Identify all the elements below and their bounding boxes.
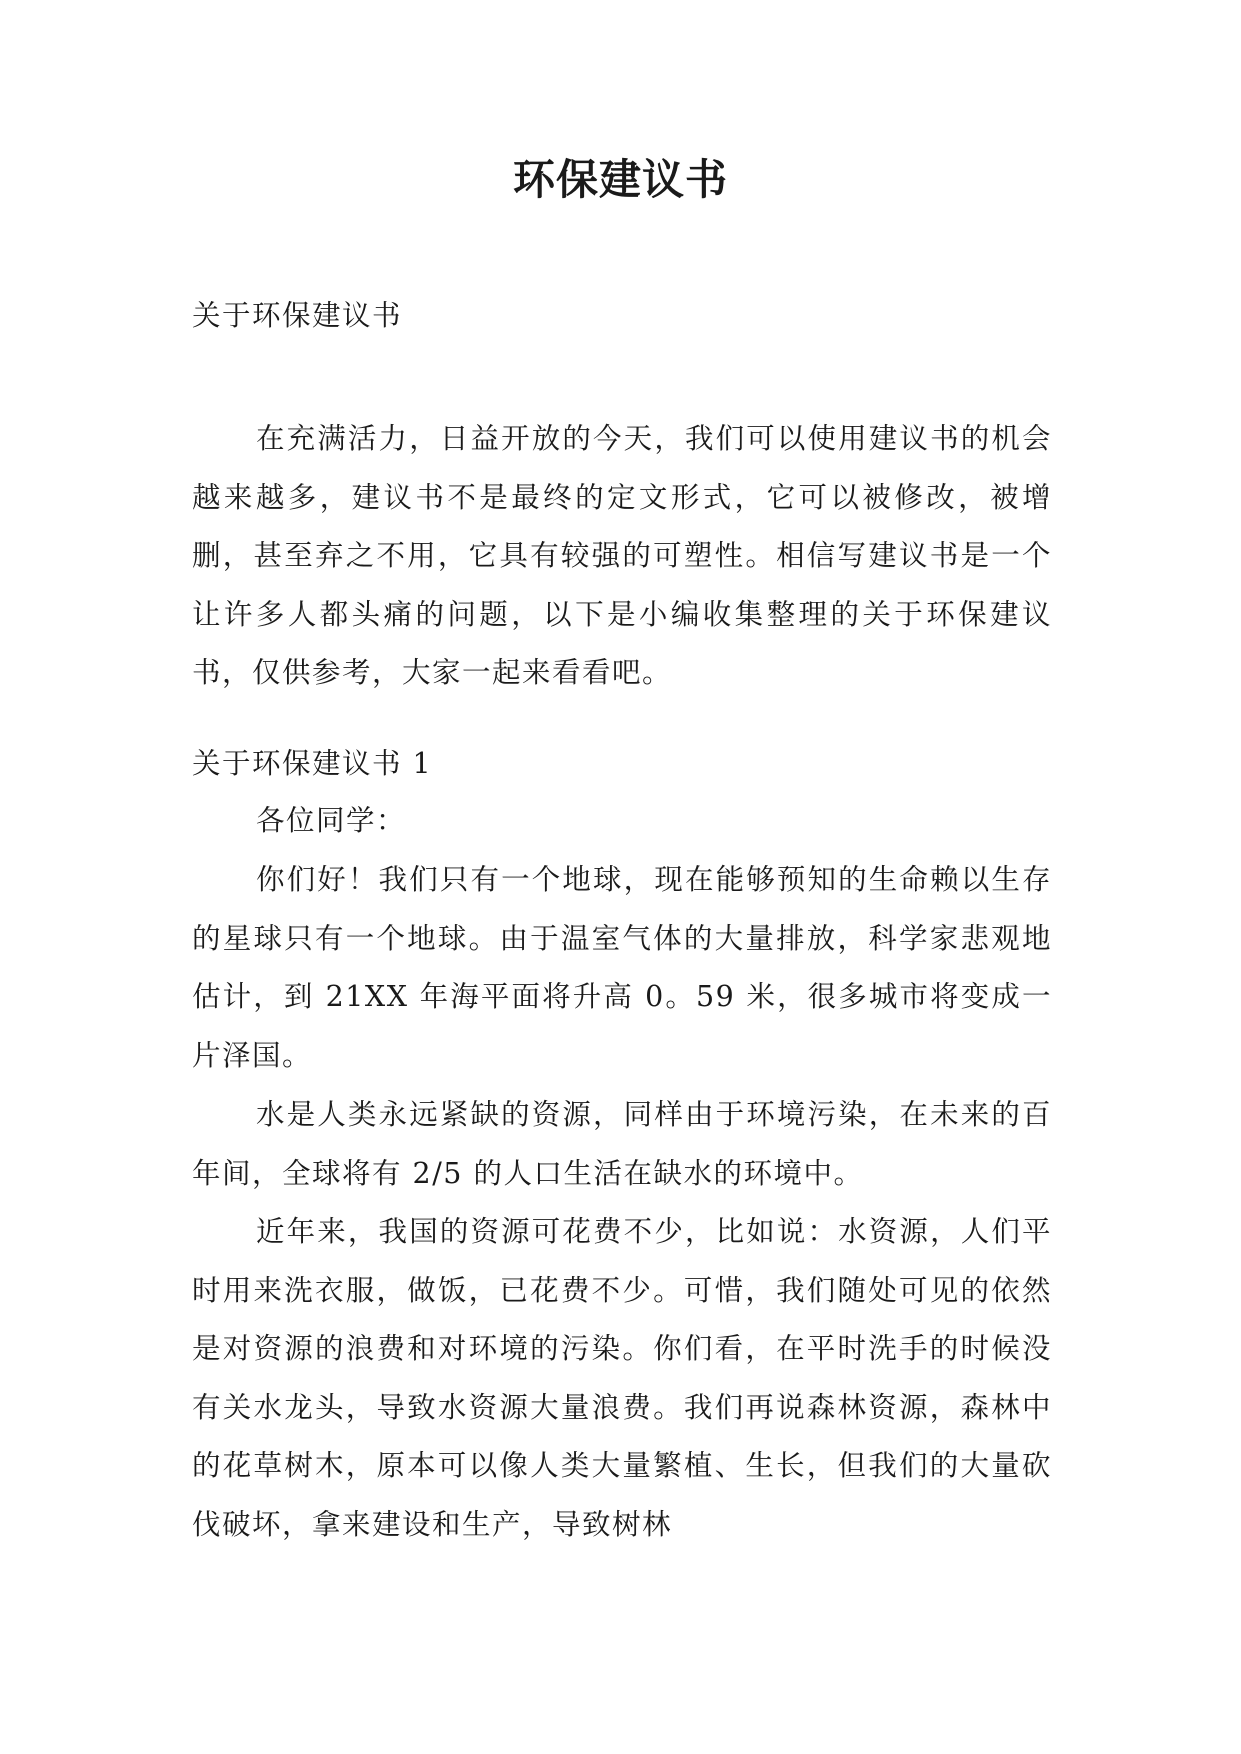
body-paragraph-3: 近年来，我国的资源可花费不少，比如说：水资源，人们平时用来洗衣服，做饭，已花费不少。可惜，我们随处可见的依然是对资源的浪费和对环境的污染。你们看，在平时洗手的时候没有关水龙头，导致水资源大量浪费。我们再说森林资源，森林中的花草树木，原本可以像人类大量繁植、生长，但我们的大量砍伐破坏，拿来建设和生产，导致树林: [192, 1215, 1052, 1541]
salutation: 各位同学：: [256, 804, 407, 837]
intro-paragraph: 在充满活力，日益开放的今天，我们可以使用建议书的机会越来越多，建议书不是最终的定文形式，它可以被修改，被增删，甚至弃之不用，它具有较强的可塑性。相信写建议书是一个让许多人都头痛的问题，以下是小编收集整理的关于环保建议书，仅供参考，大家一起来看看吧。: [192, 422, 1052, 689]
section-heading: 关于环保建议书 1: [192, 747, 433, 780]
document-subtitle: 关于环保建议书: [192, 299, 403, 332]
document-title: 环保建议书: [512, 155, 728, 204]
body-paragraph-1: 你们好！我们只有一个地球，现在能够预知的生命赖以生存的星球只有一个地球。由于温室气体的大量排放，科学家悲观地估计，到 21XX 年海平面将升高 0。59 米，很多城市将变成一片泽国。: [192, 863, 1052, 1072]
body-paragraph-2: 水是人类永远紧缺的资源，同样由于环境污染，在未来的百年间，全球将有 2/5 的人口生活在缺水的环境中。: [192, 1098, 1052, 1190]
